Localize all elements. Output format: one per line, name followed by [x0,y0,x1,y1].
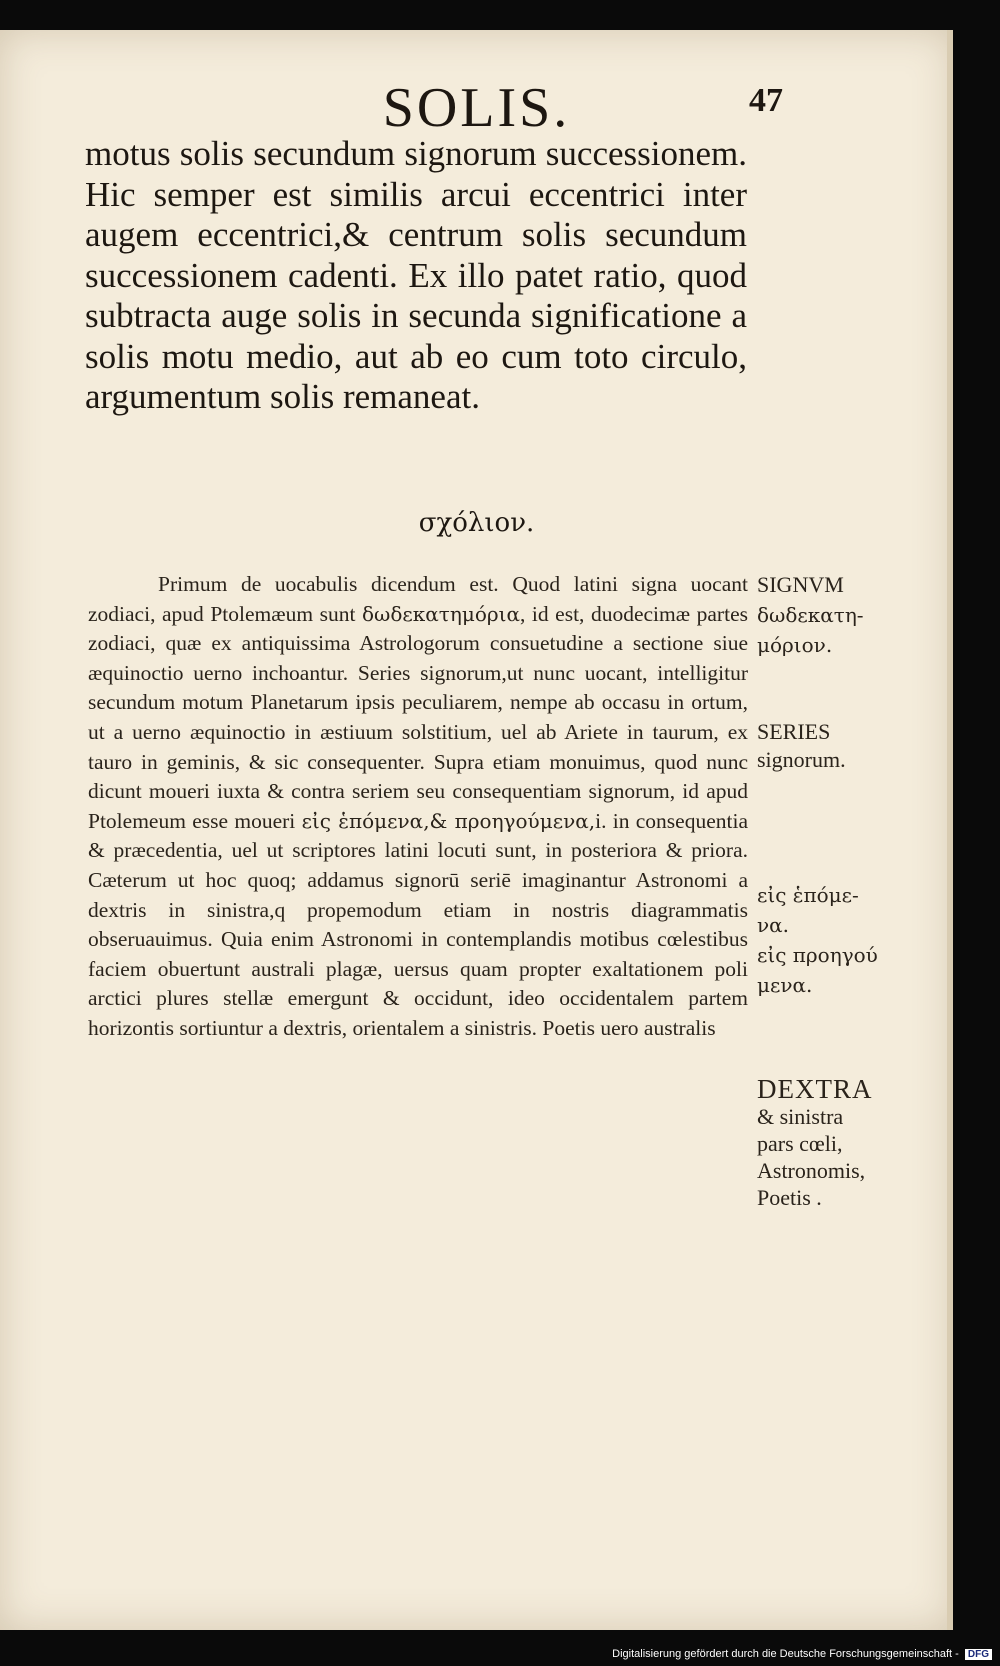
marginal-dextra-5: Poetis . [757,1185,822,1210]
page-edge [947,30,953,1630]
body-text-part-1: Primum de uocabulis dicendum est. Quod latini signa uocant zodiaci, apud Ptolemæum sunt [88,572,748,626]
greek-term-dodecatemoria: δωδεκατημόρια [362,601,520,626]
marginal-dextra-4: Astronomis, [757,1158,866,1183]
marginal-series-1: SERIES [757,719,831,744]
marginal-dextra-3: pars cœli, [757,1131,843,1156]
main-paragraph: motus solis secundum signorum successionem. Hic semper est similis arcui eccentrici inter augem eccentrici,& centrum solis secundum successionem cadenti. Ex illo patet ratio, quod subtracta auge solis in secunda significatione a solis motu medio, aut ab eo cum toto circulo, argumentum solis remaneat. [85,134,747,416]
body-text-part-3: i. in consequentia & præcedentia, uel ut scriptores latini locuti sunt, in posteriora & priora. Cæterum ut hoc quoq; addamus signorū seriē imaginantur Astronomi a dextris in sinistra,q propemodum etiam in nostris diagrammatis obseruauimus. Quia enim Astronomi in contemplandis motibus cœlestibus faciem obuertunt australi plagæ, uersus quam propter exaltationem poli arctici plures stellæ emergunt & occidunt, ideo occidentalem partem horizontis sortiuntur a dextris, orientalem a sinistris. Poetis uero australis [88,808,748,1040]
section-title-scholion: σχόλιον. [418,508,535,538]
marginal-signum-label: SIGNVM [757,572,844,597]
marginal-greek-3: εἰς προηγού [757,943,878,967]
marginal-greek-1: εἰς ἑπόμε- [757,883,859,907]
page-number: 47 [749,82,783,119]
marginal-note-dextra [757,1076,917,1211]
body-text-part-2: , id est, duodecimæ partes zodiaci, quæ ex antiquissima Astrologorum consuetudine a sectione siue æquinoctio uerno inchoantur. Series signorum,ut nunc uocant, intelligitur secundum motum Planetarum ipsis peculiarem, nempe ab occasu in ortum, ut a uerno æquinoctio in æstiuum solstitium, uel ab Ariete in taurum, ex tauro in geminis, & sic consequenter. Supra etiam monuimus, quod nunc dicunt moueri iuxta & contra seriem seu consequentiam signorum, id apud Ptolemeum esse moueri [88,601,748,833]
marginal-greek-2: να. [757,913,790,937]
greek-term-consequentia: εἰς ἑπόμενα,& προηγούμενα, [301,808,596,833]
marginal-note-signum [757,570,917,660]
marginal-greek-4: μενα. [757,973,813,997]
marginal-signum-greek-1: δωδεκατη- [757,603,864,627]
commentary-body [88,570,748,1044]
credit-text: Digitalisierung gefördert durch die Deutsche Forschungsgemeinschaft - [612,1648,959,1660]
commentary-paragraph [88,570,748,1044]
dfg-logo-badge[interactable]: DFG [965,1649,992,1660]
marginal-dextra-2: & sinistra [757,1104,844,1129]
digitization-credit [612,1648,992,1660]
marginal-note-greek [757,880,917,1000]
marginal-signum-greek-2: μόριον. [757,633,833,657]
marginal-note-series [757,718,917,774]
book-page [0,30,953,1630]
running-head: SOLIS. [382,77,571,139]
marginal-series-2: signorum. [757,747,846,772]
marginal-dextra-1: DEXTRA [757,1074,873,1104]
